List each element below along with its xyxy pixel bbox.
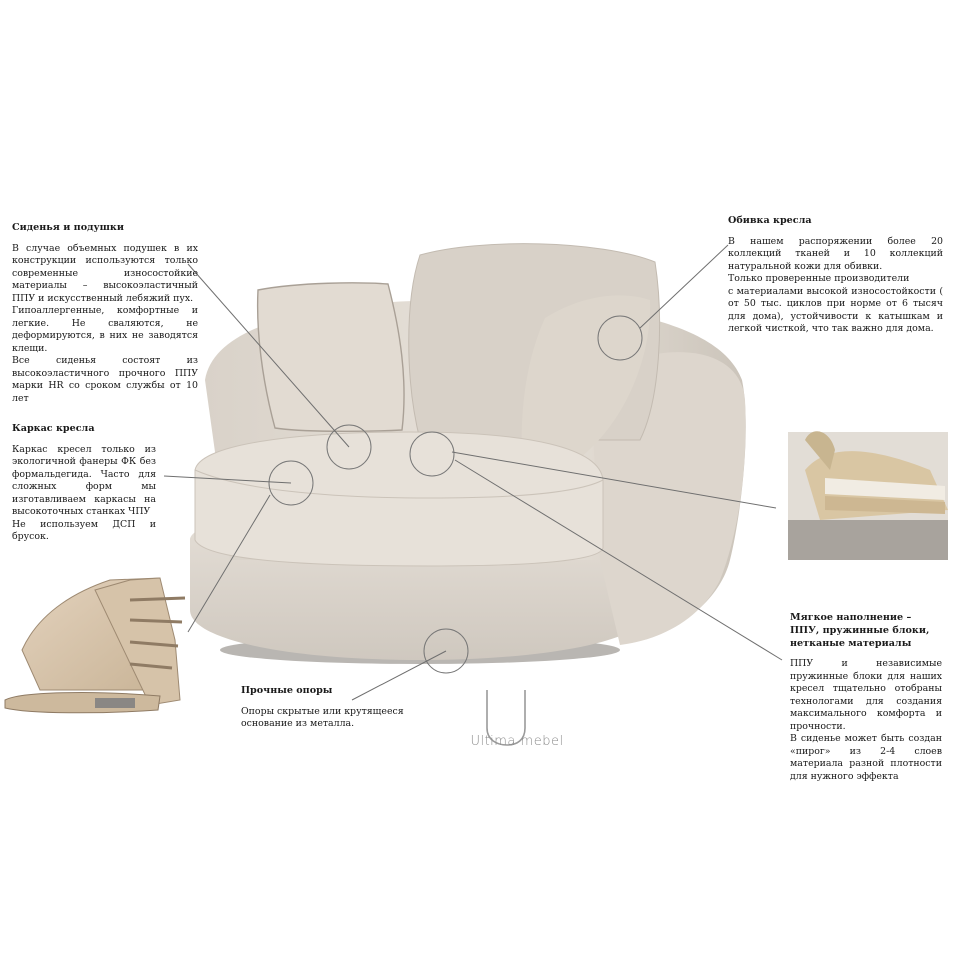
callout-seats-body: В случае объемных подушек в их конструкции используются только современные износостойкие материалы – высокоэластичный ППУ и искусственный лебяжий пух. Гипоаллергенные, комфортные и легкие. Не сваляются, не деформируются, в них не заводятся клещи. Все сиденья состоят из высокоэластичного прочного ППУ марки HR со сроком службы от 10 лет	[12, 242, 198, 404]
callout-frame	[12, 423, 156, 544]
plywood-frame	[5, 578, 185, 713]
brand-logo	[462, 688, 572, 749]
callout-frame-heading: Каркас кресла	[12, 423, 95, 434]
callout-supports	[241, 685, 405, 731]
callout-filling	[790, 612, 942, 783]
seat-cushion	[195, 432, 603, 566]
callout-seats	[12, 222, 198, 405]
callout-supports-heading: Прочные опоры	[241, 685, 333, 696]
callout-upholstery-body: В нашем распоряжении более 20 коллекций тканей и 10 коллекций натуральной кожи для обивки. Только проверенные производители с материалами высокой износостойкости ( от 50 тыс. циклов при норме от 6 тысяч для дома), устойчивости к катышкам и легкой чисткой, что так важно для дома.	[728, 235, 943, 335]
callout-supports-body: Опоры скрытые или крутящееся основание из металла.	[241, 705, 404, 730]
filling-layers-photo	[788, 431, 948, 560]
callout-upholstery-heading: Обивка кресла	[728, 215, 812, 226]
brand-logo-text: Ultima mebel	[470, 734, 564, 749]
callout-seats-heading: Сиденья и подушки	[12, 222, 124, 233]
callout-upholstery	[728, 215, 943, 336]
callout-frame-body: Каркас кресел только из экологичной фанеры ФК без формальдегида. Часто для сложных форм мы изготавливаем каркасы на высокоточных станках ЧПУ Не используем ДСП и брусок.	[12, 443, 156, 543]
callout-filling-heading: Мягкое наполнение – ППУ, пружинные блоки, нетканые материалы	[790, 612, 930, 649]
left-pillow	[258, 283, 404, 431]
callout-filling-body: ППУ и независимые пружинные блоки для наших кресел тщательно отобраны технологами для создания максимального комфорта и прочности. В сиденье может быть создан «пирог» из 2-4 слоев материала разной плотности для нужного эффекта	[790, 658, 942, 782]
